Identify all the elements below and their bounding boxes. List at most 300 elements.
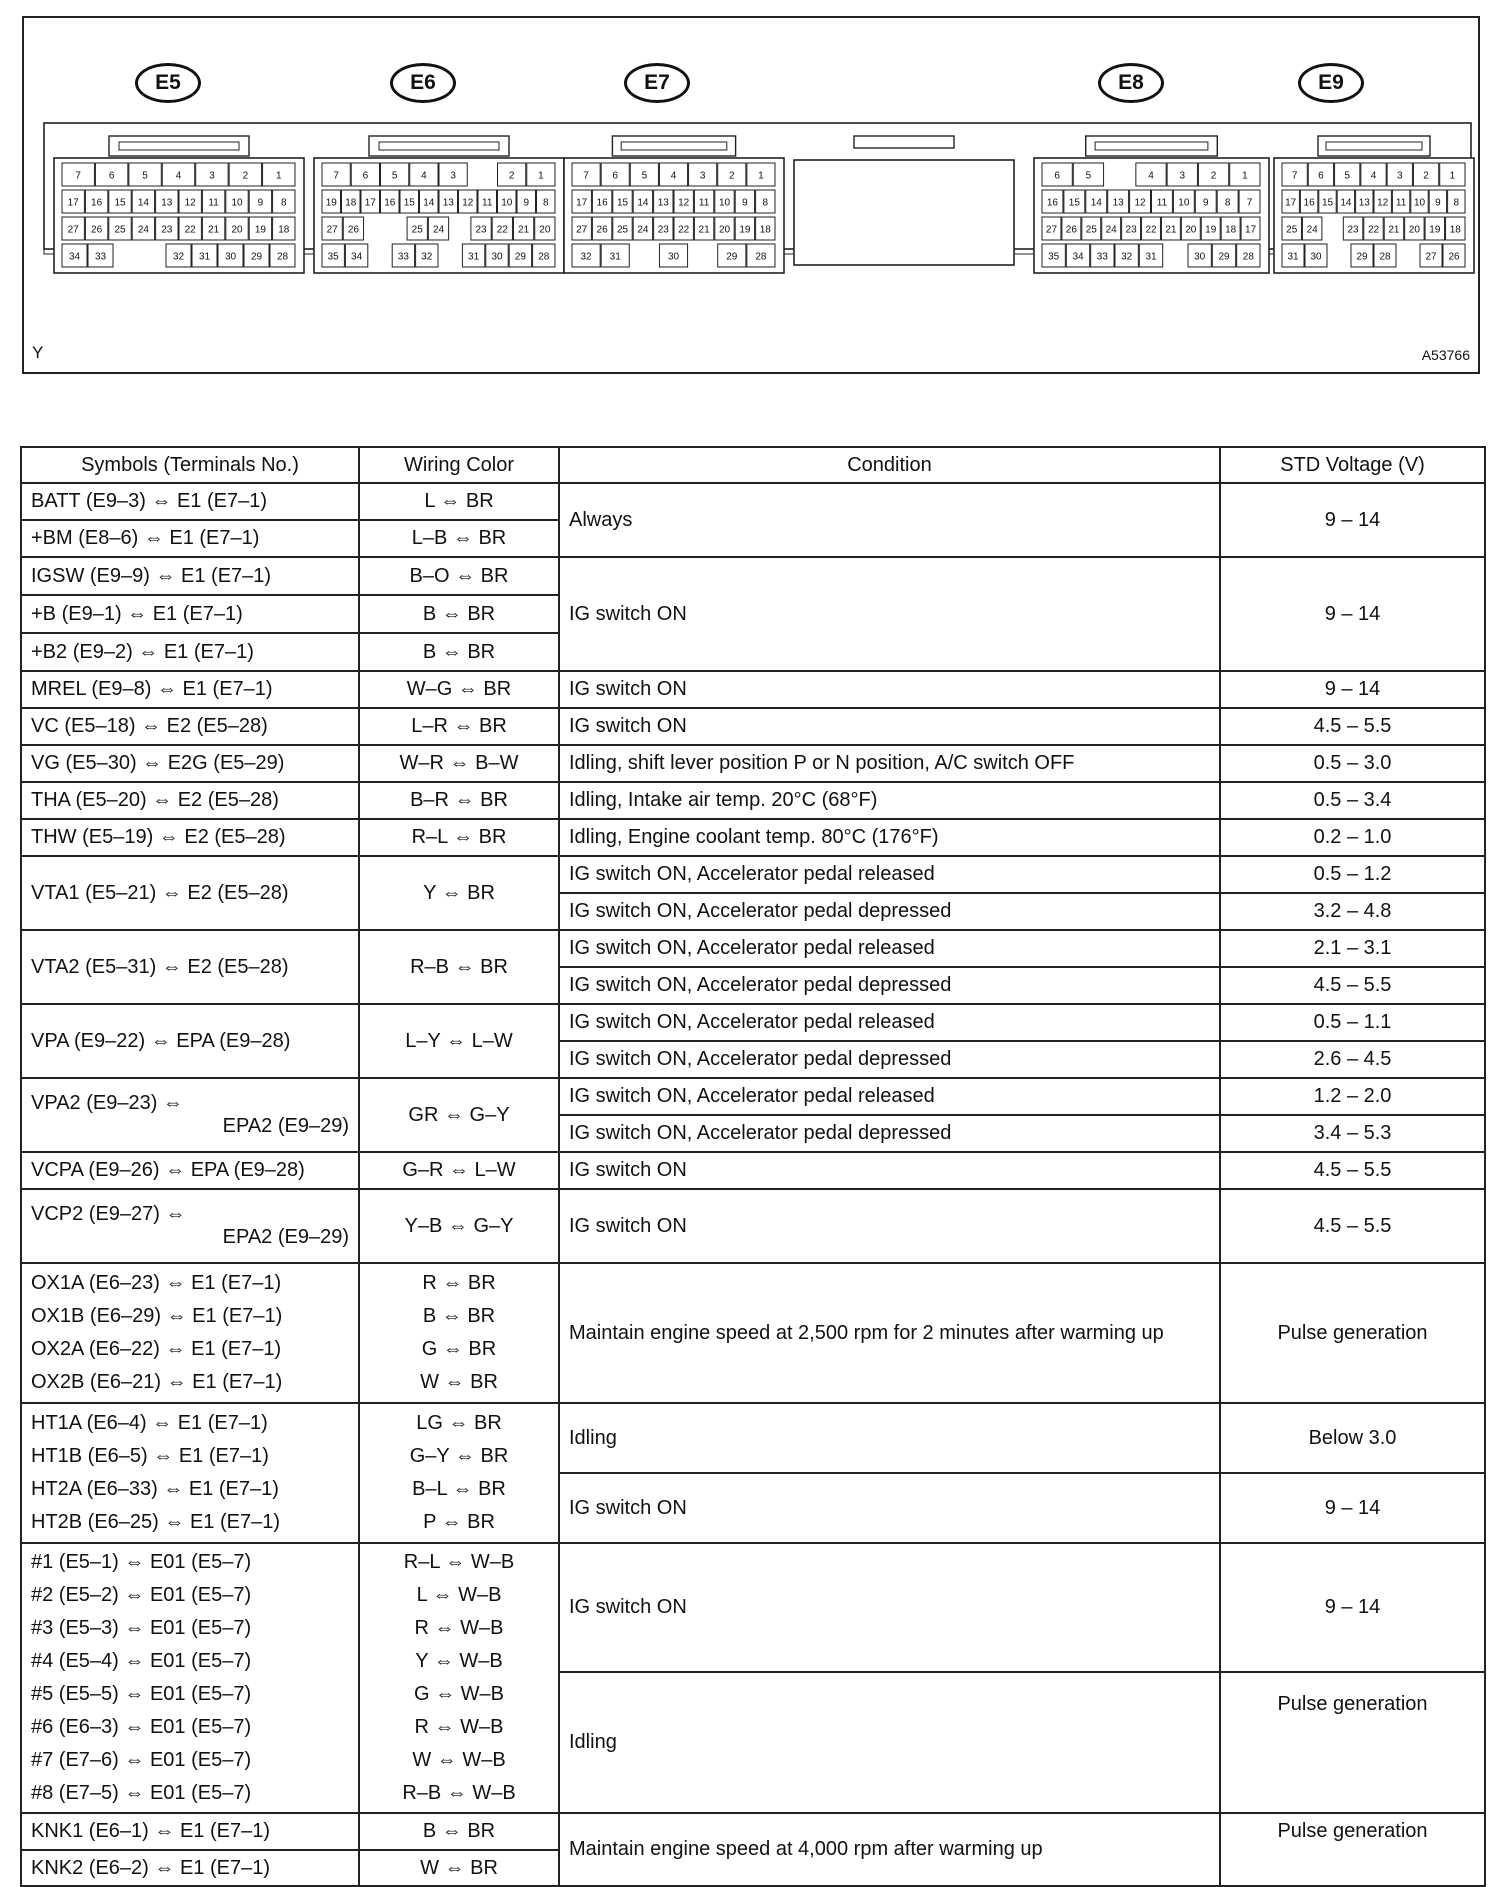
symbol-line: #4 (E5–4) ⇔ E01 (E5–7) xyxy=(31,1650,252,1672)
symbol-line: OX1A (E6–23) ⇔ E1 (E7–1) xyxy=(31,1272,282,1294)
pin-number: 23 xyxy=(161,224,173,236)
wiring-line: W ⇔ W–B xyxy=(412,1749,506,1771)
header-symbols: Symbols (Terminals No.) xyxy=(21,447,359,483)
condition-cell: Idling xyxy=(559,1672,1220,1813)
wiring-cell: W ⇔ BR xyxy=(359,1850,559,1886)
voltage-cell: 1.2 – 2.0 xyxy=(1220,1078,1485,1115)
condition-cell: Idling xyxy=(559,1403,1220,1473)
pin-number: 9 xyxy=(742,197,748,209)
pin-number: 32 xyxy=(172,251,185,263)
wiring-line: B ⇔ BR xyxy=(422,1305,496,1327)
voltage-cell: 0.5 – 1.2 xyxy=(1220,856,1485,893)
pin-number: 23 xyxy=(657,224,669,236)
wiring-line: R–L ⇔ W–B xyxy=(403,1551,515,1573)
terminal-voltage-table xyxy=(20,446,1486,1887)
pin-number: 2 xyxy=(1423,170,1429,182)
connector-label-e7: E7 xyxy=(624,63,690,103)
pin-number: 2 xyxy=(729,170,735,182)
pin-number: 18 xyxy=(759,224,771,236)
wiring-cell: B ⇔ BR xyxy=(359,595,559,633)
pin-number: 3 xyxy=(1397,170,1403,182)
pin-number: 24 xyxy=(637,224,649,236)
pin-number: 24 xyxy=(1306,224,1318,236)
pin-number: 11 xyxy=(698,197,710,209)
symbol-line: OX2B (E6–21) ⇔ E1 (E7–1) xyxy=(31,1371,283,1393)
wiring-cell: B–R ⇔ BR xyxy=(359,782,559,819)
voltage-cell: 4.5 – 5.5 xyxy=(1220,708,1485,745)
connector-label-e9: E9 xyxy=(1298,63,1364,103)
condition-cell: IG switch ON, Accelerator pedal depressed xyxy=(559,1041,1220,1078)
pin-number: 10 xyxy=(718,197,731,209)
pin-number: 19 xyxy=(1429,224,1441,236)
condition-cell: IG switch ON xyxy=(559,1543,1220,1672)
wiring-line: Y ⇔ W–B xyxy=(415,1650,503,1672)
header-std-voltage: STD Voltage (V) xyxy=(1220,447,1485,483)
pin-number: 32 xyxy=(580,251,592,263)
wiring-cell: L ⇔ BR xyxy=(359,483,559,520)
pin-number: 23 xyxy=(1125,224,1137,236)
wiring-cell: B–O ⇔ BR xyxy=(359,557,559,595)
pin-number: 34 xyxy=(351,251,363,263)
condition-cell: IG switch ON xyxy=(559,557,1220,671)
condition-cell: Maintain engine speed at 4,000 rpm after warming up xyxy=(559,1813,1220,1886)
pin-number: 26 xyxy=(596,224,608,236)
voltage-cell: 0.5 – 1.1 xyxy=(1220,1004,1485,1041)
pin-number: 2 xyxy=(1210,170,1217,182)
pin-number: 7 xyxy=(333,170,339,182)
pin-number: 15 xyxy=(1321,197,1334,209)
symbol-line: VCP2 (E9–27) ⇔ xyxy=(31,1203,186,1225)
table-row xyxy=(21,483,1485,520)
pin-number: 23 xyxy=(475,224,487,236)
pin-number: 17 xyxy=(1285,197,1297,209)
pin-number: 23 xyxy=(1347,224,1359,236)
table-row xyxy=(21,557,1485,595)
pin-number: 35 xyxy=(1048,251,1060,263)
pin-number: 16 xyxy=(1303,197,1315,209)
pin-number: 19 xyxy=(254,224,266,236)
connector-latch-slot xyxy=(1095,142,1208,150)
wiring-line: G ⇔ BR xyxy=(421,1338,497,1360)
pin-number: 24 xyxy=(432,224,445,236)
pin-number: 9 xyxy=(523,197,530,209)
connector-drawing xyxy=(24,18,1478,372)
pin-number: 13 xyxy=(161,197,173,209)
pin-number: 1 xyxy=(276,170,282,182)
pin-number: 26 xyxy=(91,224,103,236)
symbol-line: HT1B (E6–5) ⇔ E1 (E7–1) xyxy=(31,1445,269,1467)
connector-latch-slot xyxy=(119,142,239,150)
pin-number: 16 xyxy=(384,197,396,209)
symbol-line: #6 (E6–3) ⇔ E01 (E5–7) xyxy=(31,1716,252,1738)
condition-cell: IG switch ON, Accelerator pedal released xyxy=(559,1078,1220,1115)
symbol-cell: THA (E5–20) ⇔ E2 (E5–28) xyxy=(21,782,359,819)
pin-number: 1 xyxy=(538,170,544,182)
pin-number: 28 xyxy=(755,251,767,263)
pin-number: 19 xyxy=(1205,224,1217,236)
pin-number: 6 xyxy=(1054,170,1060,182)
symbol-line: HT2A (E6–33) ⇔ E1 (E7–1) xyxy=(31,1478,279,1500)
pin-number: 10 xyxy=(501,197,513,209)
symbol-line: HT1A (E6–4) ⇔ E1 (E7–1) xyxy=(31,1412,268,1434)
symbol-line: EPA2 (E9–29) xyxy=(222,1226,349,1248)
pin-number: 15 xyxy=(616,197,629,209)
symbol-line: #8 (E7–5) ⇔ E01 (E5–7) xyxy=(31,1782,252,1804)
figure-code: A53766 xyxy=(1421,347,1470,363)
pin-number: 7 xyxy=(75,170,81,182)
pin-number: 6 xyxy=(108,170,115,182)
symbol-cell xyxy=(21,1078,359,1152)
pin-number: 14 xyxy=(1340,197,1352,209)
voltage-cell: 4.5 – 5.5 xyxy=(1220,1189,1485,1263)
pin-number: 31 xyxy=(609,251,621,263)
wiring-cell: W–G ⇔ BR xyxy=(359,671,559,708)
pin-number: 11 xyxy=(1395,197,1407,209)
table-row xyxy=(21,671,1485,708)
wiring-line: R–B ⇔ W–B xyxy=(402,1782,516,1804)
pin-number: 8 xyxy=(1453,197,1460,209)
wiring-line: G ⇔ W–B xyxy=(413,1683,504,1705)
symbol-line: OX2A (E6–22) ⇔ E1 (E7–1) xyxy=(31,1338,282,1360)
pin-number: 15 xyxy=(114,197,126,209)
voltage-cell: Below 3.0 xyxy=(1220,1403,1485,1473)
condition-cell: IG switch ON xyxy=(559,1473,1220,1543)
pin-number: 29 xyxy=(250,251,263,263)
condition-cell: IG switch ON xyxy=(559,708,1220,745)
pin-number: 12 xyxy=(462,197,474,209)
pin-number: 4 xyxy=(421,170,427,182)
pin-number: 25 xyxy=(411,224,423,236)
wiring-line: LG ⇔ BR xyxy=(416,1412,502,1434)
pin-number: 25 xyxy=(616,224,629,236)
wiring-cell: Y–B ⇔ G–Y xyxy=(359,1189,559,1263)
header-condition: Condition xyxy=(559,447,1220,483)
pin-number: 30 xyxy=(667,251,680,263)
pin-number: 32 xyxy=(421,251,433,263)
symbol-line: #7 (E7–6) ⇔ E01 (E5–7) xyxy=(31,1749,252,1771)
wiring-line: G–Y ⇔ BR xyxy=(409,1445,509,1467)
pin-number: 18 xyxy=(1449,224,1461,236)
wiring-line: W ⇔ BR xyxy=(420,1371,498,1393)
center-connector xyxy=(794,160,1014,265)
pin-number: 25 xyxy=(1085,224,1097,236)
table-row xyxy=(21,1263,1485,1403)
pin-number: 16 xyxy=(1046,197,1059,209)
symbol-line: OX1B (E6–29) ⇔ E1 (E7–1) xyxy=(31,1305,283,1327)
pin-number: 12 xyxy=(678,197,690,209)
pin-number: 2 xyxy=(242,170,249,182)
condition-cell: Always xyxy=(559,483,1220,557)
pin-number: 22 xyxy=(1367,224,1380,236)
voltage-cell: 4.5 – 5.5 xyxy=(1220,967,1485,1004)
symbol-cell: VTA1 (E5–21) ⇔ E2 (E5–28) xyxy=(21,856,359,930)
pin-number: 1 xyxy=(758,170,764,182)
pin-number: 30 xyxy=(491,251,503,263)
voltage-cell: 9 – 14 xyxy=(1220,1473,1485,1543)
pin-number: 5 xyxy=(391,170,398,182)
wiring-cell: L–R ⇔ BR xyxy=(359,708,559,745)
voltage-cell: 4.5 – 5.5 xyxy=(1220,1152,1485,1189)
wiring-cell xyxy=(359,1263,559,1403)
voltage-cell: 9 – 14 xyxy=(1220,557,1485,671)
pin-number: 30 xyxy=(1194,251,1206,263)
condition-cell: IG switch ON, Accelerator pedal depressed xyxy=(559,967,1220,1004)
pin-number: 18 xyxy=(345,197,357,209)
condition-cell: Idling, shift lever position P or N position, A/C switch OFF xyxy=(559,745,1220,782)
pin-number: 4 xyxy=(1148,170,1154,182)
pin-number: 34 xyxy=(1072,251,1084,263)
voltage-cell: 2.1 – 3.1 xyxy=(1220,930,1485,967)
pin-number: 34 xyxy=(68,251,81,263)
symbol-cell xyxy=(21,1403,359,1543)
wiring-line: B–L ⇔ BR xyxy=(412,1478,506,1500)
pin-number: 9 xyxy=(1202,197,1209,209)
pin-number: 14 xyxy=(137,197,149,209)
symbol-cell: THW (E5–19) ⇔ E2 (E5–28) xyxy=(21,819,359,856)
condition-cell: Idling, Intake air temp. 20°C (68°F) xyxy=(559,782,1220,819)
pin-number: 11 xyxy=(482,197,493,209)
wiring-line: L ⇔ W–B xyxy=(416,1584,502,1606)
pin-number: 14 xyxy=(423,197,435,209)
wiring-line: R ⇔ BR xyxy=(422,1272,496,1294)
voltage-cell: Pulse generation xyxy=(1220,1672,1485,1813)
voltage-cell: 3.4 – 5.3 xyxy=(1220,1115,1485,1152)
symbol-line: #1 (E5–1) ⇔ E01 (E5–7) xyxy=(31,1551,252,1573)
table-row xyxy=(21,1543,1485,1672)
table-row xyxy=(21,1004,1485,1041)
symbol-line: EPA2 (E9–29) xyxy=(222,1115,349,1137)
voltage-cell: Pulse generation xyxy=(1220,1813,1485,1886)
wiring-cell: L–B ⇔ BR xyxy=(359,520,559,557)
wiring-cell: G–R ⇔ L–W xyxy=(359,1152,559,1189)
voltage-cell: Pulse generation xyxy=(1220,1263,1485,1403)
symbol-cell: MREL (E9–8) ⇔ E1 (E7–1) xyxy=(21,671,359,708)
pin-number: 22 xyxy=(496,224,508,236)
pin-number: 5 xyxy=(1085,170,1092,182)
table-header-row xyxy=(21,447,1485,483)
pin-number: 22 xyxy=(1145,224,1157,236)
pin-number: 11 xyxy=(208,197,219,209)
pin-number: 9 xyxy=(257,197,264,209)
pin-number: 10 xyxy=(1178,197,1190,209)
pin-number: 21 xyxy=(1165,224,1177,236)
symbol-cell: KNK2 (E6–2) ⇔ E1 (E7–1) xyxy=(21,1850,359,1886)
pin-number: 15 xyxy=(1068,197,1080,209)
pin-number: 24 xyxy=(1105,224,1117,236)
symbol-line: #5 (E5–5) ⇔ E01 (E5–7) xyxy=(31,1683,252,1705)
pin-number: 1 xyxy=(1449,170,1456,182)
pin-number: 29 xyxy=(514,251,526,263)
pin-number: 12 xyxy=(1377,197,1389,209)
voltage-cell: 0.2 – 1.0 xyxy=(1220,819,1485,856)
wiring-cell: B ⇔ BR xyxy=(359,633,559,671)
symbol-cell: +B (E9–1) ⇔ E1 (E7–1) xyxy=(21,595,359,633)
pin-number: 25 xyxy=(114,224,126,236)
pin-number: 35 xyxy=(327,251,339,263)
symbol-cell: BATT (E9–3) ⇔ E1 (E7–1) xyxy=(21,483,359,520)
condition-cell: IG switch ON xyxy=(559,671,1220,708)
pin-number: 11 xyxy=(1156,197,1168,209)
pin-number: 10 xyxy=(231,197,243,209)
wiring-cell xyxy=(359,1543,559,1813)
pin-number: 7 xyxy=(1291,170,1298,182)
pin-number: 16 xyxy=(596,197,608,209)
connector-label-e6: E6 xyxy=(390,63,456,103)
condition-cell: IG switch ON, Accelerator pedal depressed xyxy=(559,1115,1220,1152)
pin-number: 26 xyxy=(1448,251,1460,263)
pin-number: 29 xyxy=(1356,251,1368,263)
pin-number: 13 xyxy=(1358,197,1370,209)
pin-number: 9 xyxy=(1435,197,1441,209)
pin-number: 32 xyxy=(1121,251,1133,263)
table-row xyxy=(21,782,1485,819)
center-connector-latch xyxy=(854,136,954,148)
pin-number: 5 xyxy=(641,170,648,182)
header-wiring-color: Wiring Color xyxy=(359,447,559,483)
symbol-cell: VC (E5–18) ⇔ E2 (E5–28) xyxy=(21,708,359,745)
pin-number: 18 xyxy=(278,224,290,236)
symbol-cell: +BM (E8–6) ⇔ E1 (E7–1) xyxy=(21,520,359,557)
symbol-cell: VPA (E9–22) ⇔ EPA (E9–28) xyxy=(21,1004,359,1078)
pin-number: 31 xyxy=(1287,251,1299,263)
pin-number: 12 xyxy=(184,197,196,209)
pin-number: 10 xyxy=(1413,197,1426,209)
pin-number: 28 xyxy=(538,251,550,263)
wiring-line: R ⇔ W–B xyxy=(414,1716,504,1738)
wiring-line: P ⇔ BR xyxy=(423,1511,495,1533)
wiring-cell: B ⇔ BR xyxy=(359,1813,559,1850)
pin-number: 16 xyxy=(91,197,103,209)
pin-number: 22 xyxy=(678,224,690,236)
symbol-cell: IGSW (E9–9) ⇔ E1 (E7–1) xyxy=(21,557,359,595)
symbol-cell xyxy=(21,1263,359,1403)
pin-number: 20 xyxy=(231,224,243,236)
voltage-cell: 9 – 14 xyxy=(1220,483,1485,557)
corner-label: Y xyxy=(32,343,44,362)
pin-number: 27 xyxy=(576,224,588,236)
pin-number: 19 xyxy=(325,197,337,209)
symbol-cell: KNK1 (E6–1) ⇔ E1 (E7–1) xyxy=(21,1813,359,1850)
pin-number: 4 xyxy=(670,170,677,182)
table-row xyxy=(21,708,1485,745)
symbol-line: #3 (E5–3) ⇔ E01 (E5–7) xyxy=(31,1617,252,1639)
pin-number: 29 xyxy=(1218,251,1230,263)
pin-number: 5 xyxy=(142,170,148,182)
pin-number: 12 xyxy=(1134,197,1146,209)
wiring-cell: Y ⇔ BR xyxy=(359,856,559,930)
symbol-cell: VCPA (E9–26) ⇔ EPA (E9–28) xyxy=(21,1152,359,1189)
table-row xyxy=(21,1152,1485,1189)
symbol-line: HT2B (E6–25) ⇔ E1 (E7–1) xyxy=(31,1511,280,1533)
condition-cell: IG switch ON xyxy=(559,1152,1220,1189)
symbol-cell xyxy=(21,1543,359,1813)
wiring-line: R ⇔ W–B xyxy=(414,1617,504,1639)
pin-number: 13 xyxy=(1112,197,1124,209)
pin-number: 6 xyxy=(612,170,618,182)
condition-cell: IG switch ON, Accelerator pedal depressed xyxy=(559,893,1220,930)
pin-number: 14 xyxy=(637,197,649,209)
voltage-cell: 2.6 – 4.5 xyxy=(1220,1041,1485,1078)
pin-number: 8 xyxy=(762,197,769,209)
pin-number: 28 xyxy=(276,251,289,263)
pin-number: 22 xyxy=(184,224,196,236)
connector-label-e5: E5 xyxy=(135,63,201,103)
pin-number: 17 xyxy=(364,197,376,209)
pin-number: 27 xyxy=(67,224,79,236)
table-row xyxy=(21,1078,1485,1115)
pin-number: 18 xyxy=(1225,224,1237,236)
symbol-cell xyxy=(21,1189,359,1263)
wiring-cell xyxy=(359,1403,559,1543)
condition-cell: IG switch ON, Accelerator pedal released xyxy=(559,1004,1220,1041)
pin-number: 17 xyxy=(576,197,588,209)
pin-number: 8 xyxy=(1224,197,1231,209)
pin-number: 20 xyxy=(718,224,731,236)
pin-number: 31 xyxy=(198,251,211,263)
pin-number: 19 xyxy=(739,224,751,236)
pin-number: 7 xyxy=(583,170,589,182)
table-row xyxy=(21,930,1485,967)
connector-latch-slot xyxy=(621,142,727,150)
voltage-cell: 0.5 – 3.4 xyxy=(1220,782,1485,819)
table-row xyxy=(21,745,1485,782)
pin-number: 28 xyxy=(1379,251,1391,263)
connector-latch-slot xyxy=(1326,142,1422,150)
pin-number: 5 xyxy=(1344,170,1350,182)
voltage-cell: 0.5 – 3.0 xyxy=(1220,745,1485,782)
pin-number: 27 xyxy=(326,224,338,236)
pin-number: 27 xyxy=(1045,224,1058,236)
condition-cell: Maintain engine speed at 2,500 rpm for 2 minutes after warming up xyxy=(559,1263,1220,1403)
voltage-cell: 9 – 14 xyxy=(1220,1543,1485,1672)
condition-cell: IG switch ON, Accelerator pedal released xyxy=(559,856,1220,893)
pin-number: 13 xyxy=(657,197,669,209)
symbol-line: VPA2 (E9–23) ⇔ xyxy=(31,1092,183,1114)
condition-cell: IG switch ON, Accelerator pedal released xyxy=(559,930,1220,967)
pin-number: 33 xyxy=(1096,251,1108,263)
pin-number: 28 xyxy=(1242,251,1254,263)
pin-number: 3 xyxy=(1179,170,1186,182)
wiring-cell: L–Y ⇔ L–W xyxy=(359,1004,559,1078)
pin-number: 3 xyxy=(699,170,706,182)
pin-number: 6 xyxy=(362,170,369,182)
pin-number: 26 xyxy=(1065,224,1077,236)
pin-number: 30 xyxy=(1310,251,1322,263)
pin-number: 27 xyxy=(1425,251,1437,263)
pin-number: 20 xyxy=(539,224,551,236)
pin-number: 21 xyxy=(208,224,220,236)
connector-latch-slot xyxy=(379,142,499,150)
pin-number: 26 xyxy=(347,224,359,236)
pin-number: 20 xyxy=(1408,224,1420,236)
voltage-cell: 9 – 14 xyxy=(1220,671,1485,708)
pin-number: 8 xyxy=(542,197,549,209)
wiring-cell: GR ⇔ G–Y xyxy=(359,1078,559,1152)
pin-number: 25 xyxy=(1286,224,1298,236)
table-row xyxy=(21,1813,1485,1850)
wiring-cell: W–R ⇔ B–W xyxy=(359,745,559,782)
wiring-cell: R–B ⇔ BR xyxy=(359,930,559,1004)
table-row xyxy=(21,1189,1485,1263)
pin-number: 24 xyxy=(137,224,149,236)
pin-number: 20 xyxy=(1185,224,1197,236)
pin-number: 31 xyxy=(1145,251,1157,263)
pin-number: 3 xyxy=(450,170,456,182)
table-row xyxy=(21,1403,1485,1473)
pin-number: 33 xyxy=(397,251,409,263)
pin-number: 15 xyxy=(403,197,415,209)
symbol-cell: VG (E5–30) ⇔ E2G (E5–29) xyxy=(21,745,359,782)
